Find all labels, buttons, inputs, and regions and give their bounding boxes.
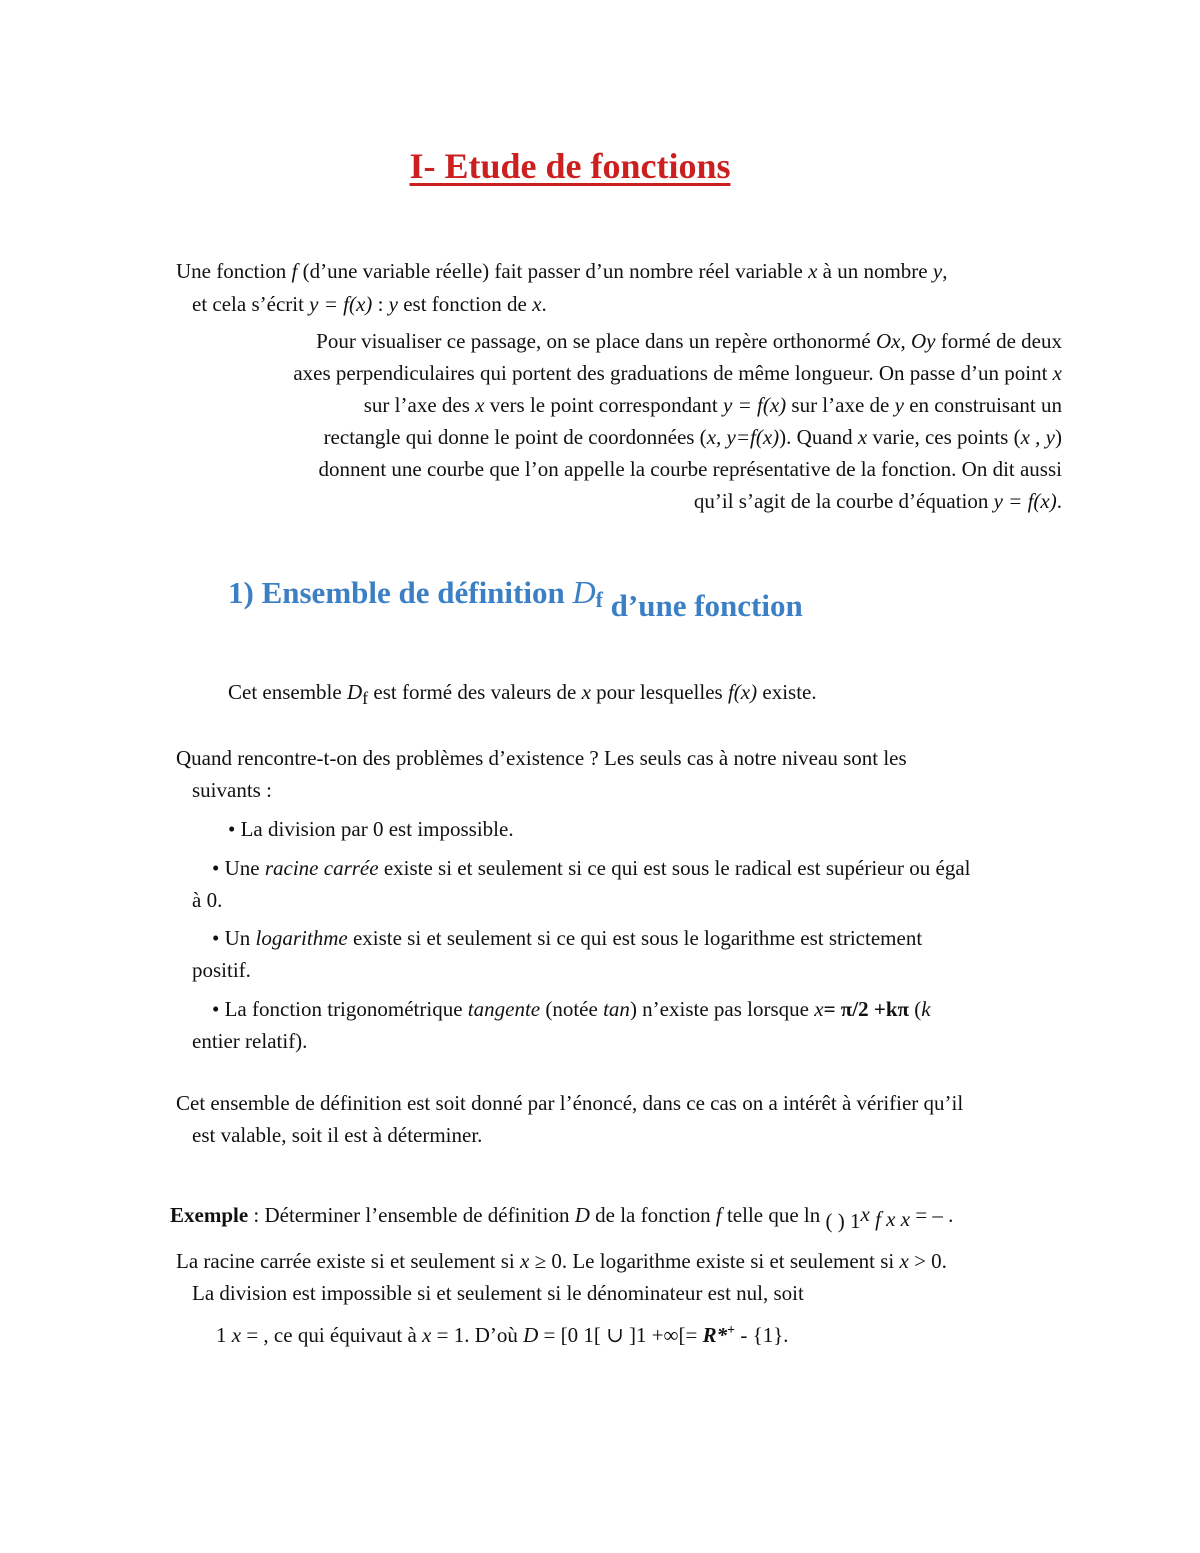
para2-line-3: sur l’axe des x vers le point correspondant y = f(x) sur l’axe de y en construisant un bbox=[363, 393, 1062, 417]
solution-line-1: La racine carrée existe si et seulement si x ≥ 0. Le logarithme existe si et seulement si x > 0. bbox=[176, 1249, 947, 1273]
solution-line-3: 1 x = , ce qui équivaut à x = 1. D’où D = [0 1[ ∪ ]1 +∞[= R*+ - {1}. bbox=[216, 1323, 789, 1347]
bullet-sqrt-line-2: à 0. bbox=[192, 888, 223, 912]
example-line: Exemple : Déterminer l’ensemble de définition D de la fonction f telle que ln ( ) 1x f x x = – . bbox=[170, 1202, 954, 1233]
page-title: I- Etude de fonctions bbox=[409, 146, 731, 186]
definition-line: Cet ensemble Df est formé des valeurs de x pour lesquelles f(x) existe. bbox=[228, 680, 817, 708]
conclusion-line-1: Cet ensemble de définition est soit donné par l’énoncé, dans ce cas on a intérêt à vérifier qu’il bbox=[176, 1091, 964, 1115]
bullet-sqrt-line-1: • Une racine carrée existe si et seulement si ce qui est sous le radical est supérieur ou égal bbox=[212, 856, 971, 880]
solution-line-2: La division est impossible si et seulement si le dénominateur est nul, soit bbox=[192, 1281, 804, 1305]
conclusion-line-2: est valable, soit il est à déterminer. bbox=[192, 1123, 483, 1147]
bullet-division: • La division par 0 est impossible. bbox=[228, 817, 514, 841]
para2-line-1: Pour visualiser ce passage, on se place dans un repère orthonormé Ox, Oy formé de deux bbox=[316, 329, 1062, 353]
intro-line-1: Une fonction f (d’une variable réelle) fait passer d’un nombre réel variable x à un nombre y, bbox=[176, 259, 948, 283]
bullet-tan-line-2: entier relatif). bbox=[192, 1029, 308, 1053]
para2-line-2: axes perpendiculaires qui portent des graduations de même longueur. On passe d’un point x bbox=[293, 361, 1062, 385]
para2-line-5: donnent une courbe que l’on appelle la courbe représentative de la fonction. On dit aussi bbox=[318, 457, 1062, 481]
para2-line-4: rectangle qui donne le point de coordonnées (x, y=f(x)). Quand x varie, ces points (x , y) bbox=[323, 425, 1062, 449]
bullet-log-line-1: • Un logarithme existe si et seulement si ce qui est sous le logarithme est strictement bbox=[212, 926, 923, 950]
problems-line-2: suivants : bbox=[192, 778, 272, 802]
section-heading: 1) Ensemble de définition Df d’une fonction bbox=[228, 574, 803, 623]
para2-line-6: qu’il s’agit de la courbe d’équation y = f(x). bbox=[693, 489, 1062, 513]
bullet-tan-line-1: • La fonction trigonométrique tangente (notée tan) n’existe pas lorsque x= π/2 +kπ (k bbox=[212, 997, 931, 1021]
intro-line-2: et cela s’écrit y = f(x) : y est fonction de x. bbox=[192, 292, 547, 316]
bullet-log-line-2: positif. bbox=[192, 958, 251, 982]
problems-line-1: Quand rencontre-t-on des problèmes d’existence ? Les seuls cas à notre niveau sont les bbox=[176, 746, 907, 770]
